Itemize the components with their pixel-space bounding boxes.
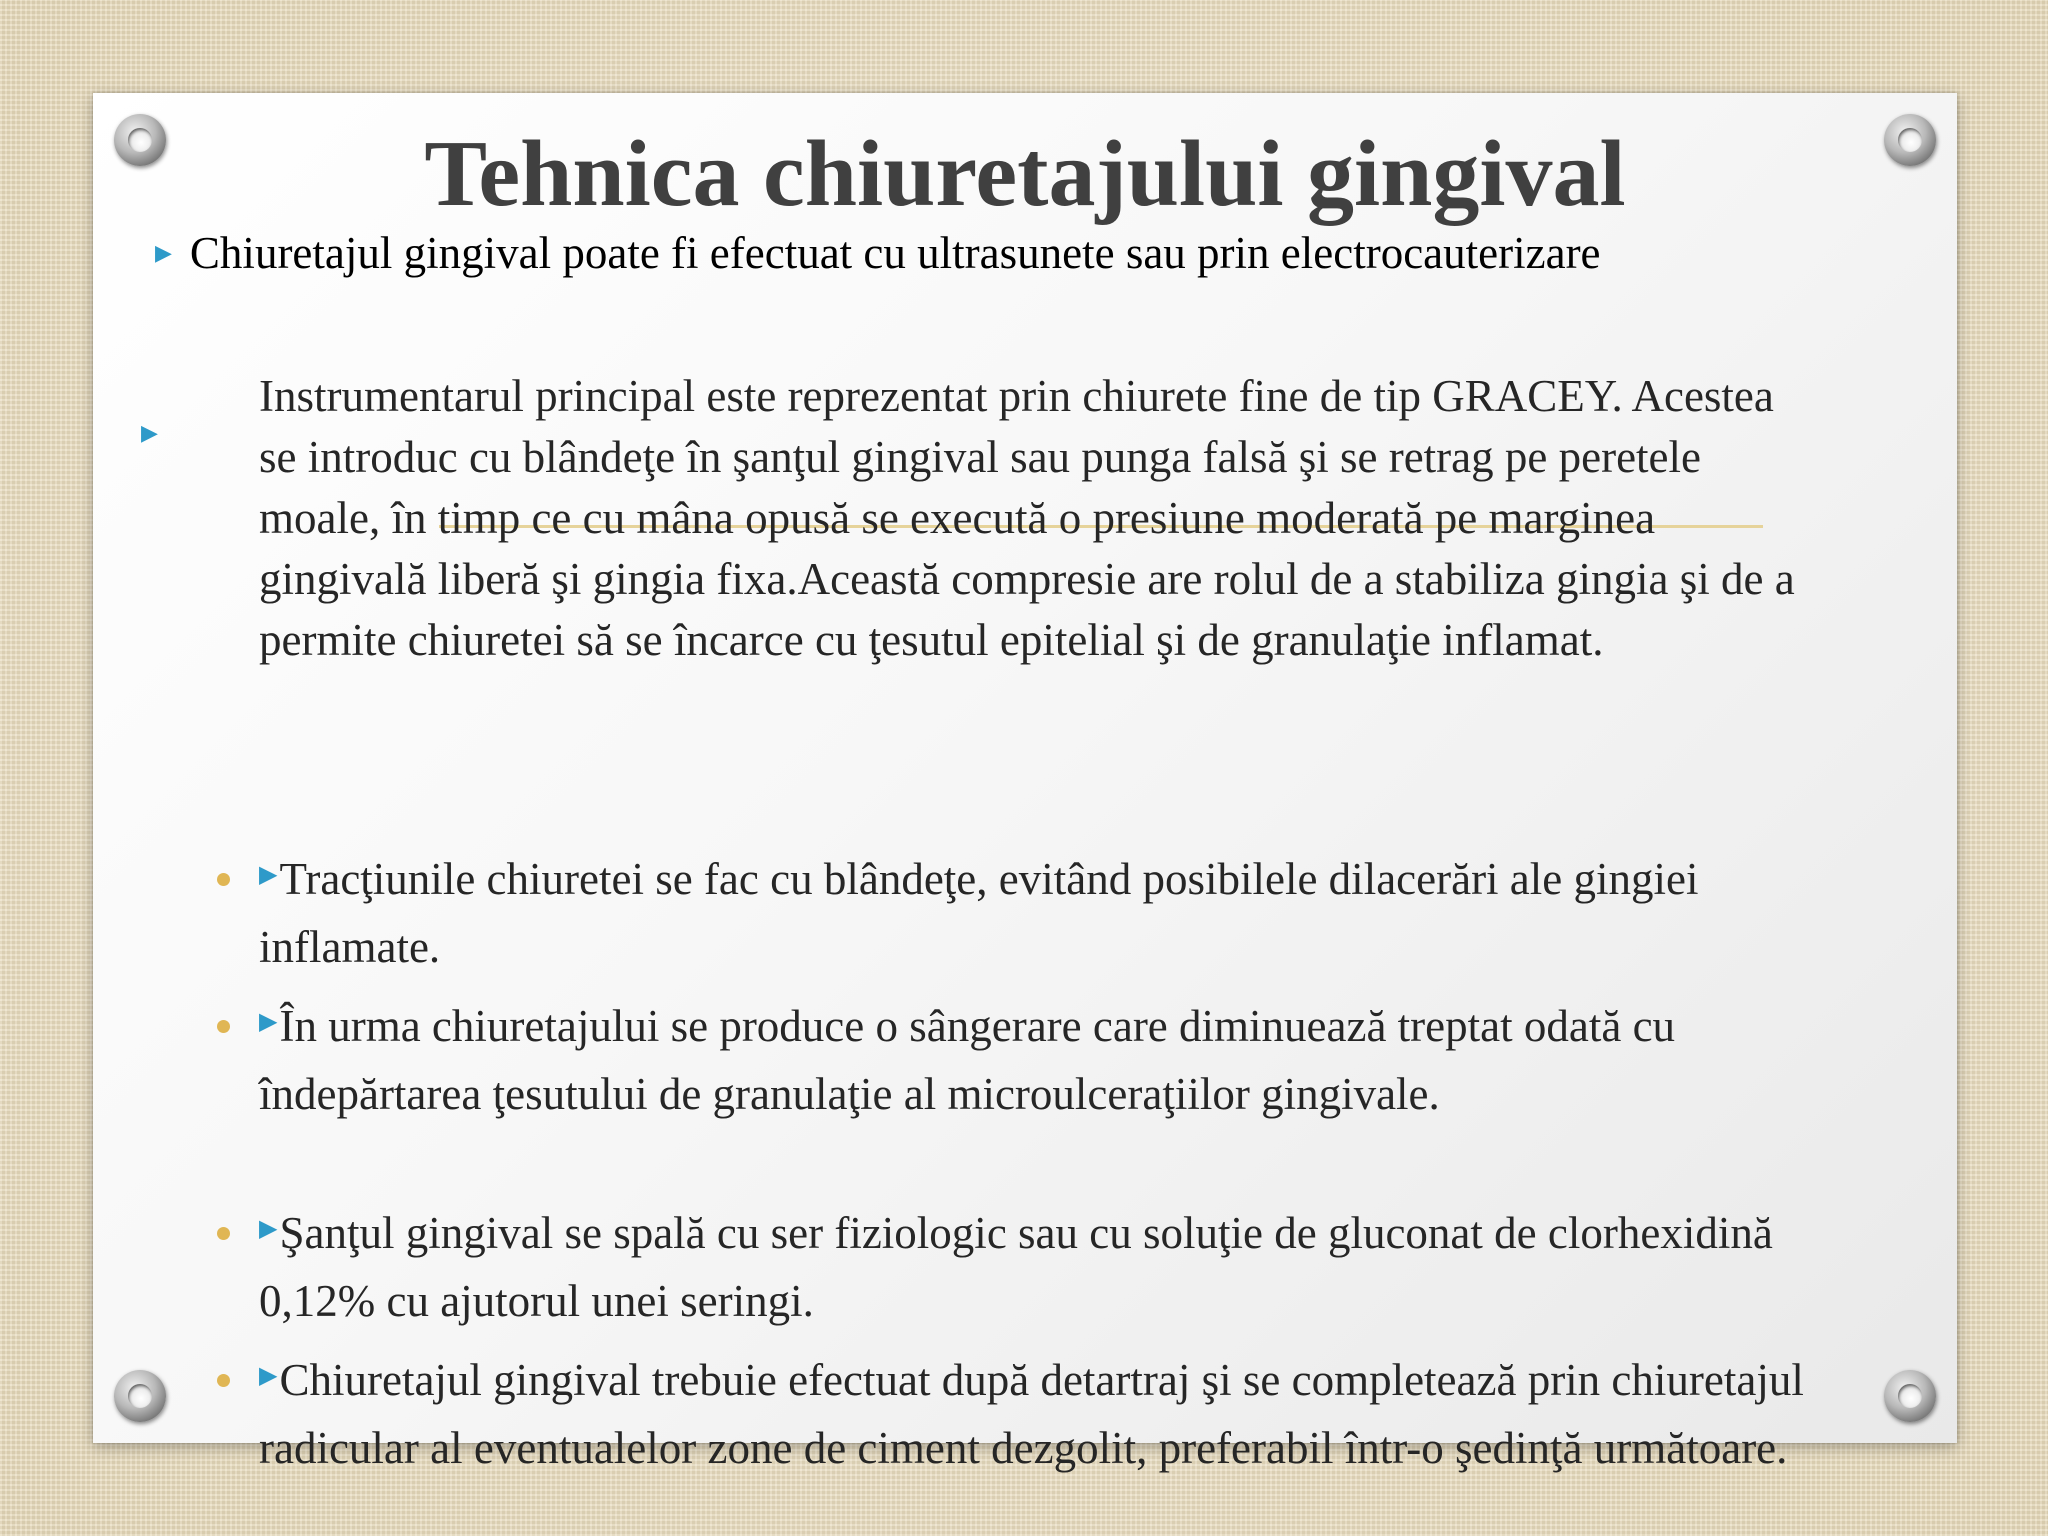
triangle-right-icon: ▶ [259,860,278,888]
grommet-icon [114,1370,166,1422]
bullet-text: Chiuretajul gingival poate fi efectuat cu ultrasunete sau prin electrocauterizare [189,228,1601,278]
triangle-right-icon: ▶ [259,1214,278,1242]
triangle-right-icon: ▶ [259,1361,278,1389]
sub-bullet-text: Tracţiunile chiuretei se fac cu blândeţe, evitând posibilele dilacerări ale gingiei inflamate. [259,854,1699,972]
triangle-right-icon: ▶ [259,1007,278,1035]
sub-bullet-item [259,849,1819,978]
dot-icon [217,1020,230,1033]
grommet-icon [1884,1370,1936,1422]
dot-icon [217,1374,230,1387]
sub-bullet-text: Chiuretajul gingival trebuie efectuat după detartraj şi se completează prin chiuretajul radicular al eventualelor zone de ciment dezgolit, preferabil într-o şedinţă următoare. [259,1355,1804,1473]
triangle-right-icon: ▶ [155,241,172,266]
dot-icon [217,1227,230,1240]
sub-bullet-text: Şanţul gingival se spală cu ser fiziologic sau cu soluţie de gluconat de clorhexidină 0,12% cu ajutorul unei seringi. [259,1208,1773,1326]
sub-bullet-item [259,1203,1819,1332]
triangle-right-icon: ▶ [141,421,158,446]
bullet-item-2: Instrumentarul principal este reprezentat prin chiurete fine de tip GRACEY. Acestea se introduc cu blândeţe în şanţul gingival sau punga falsă şi se retrag pe peretele moale, în timp ce cu mâna opusă se execută o presiune moderată pe marginea gingivală liberă şi gingia fixa.Această compresie are rolul de a stabiliza gingia şi de a permite chiuretei să se încarce cu ţesutul epitelial şi de granulaţie inflamat. [259,371,1795,665]
slide-card [93,93,1957,1473]
sub-bullet-item [259,1350,1819,1479]
dot-icon [217,873,230,886]
sub-bullet-item [259,996,1819,1125]
bullet-item-1 [155,224,1935,291]
slide-title: Tehnica chiuretajului gingival [424,122,1626,226]
sub-bullet-text: În urma chiuretajului se produce o sângerare care diminuează treptat odată cu îndepărtarea ţesutului de granulaţie al microulceraţiilor gingivale. [259,1001,1676,1119]
